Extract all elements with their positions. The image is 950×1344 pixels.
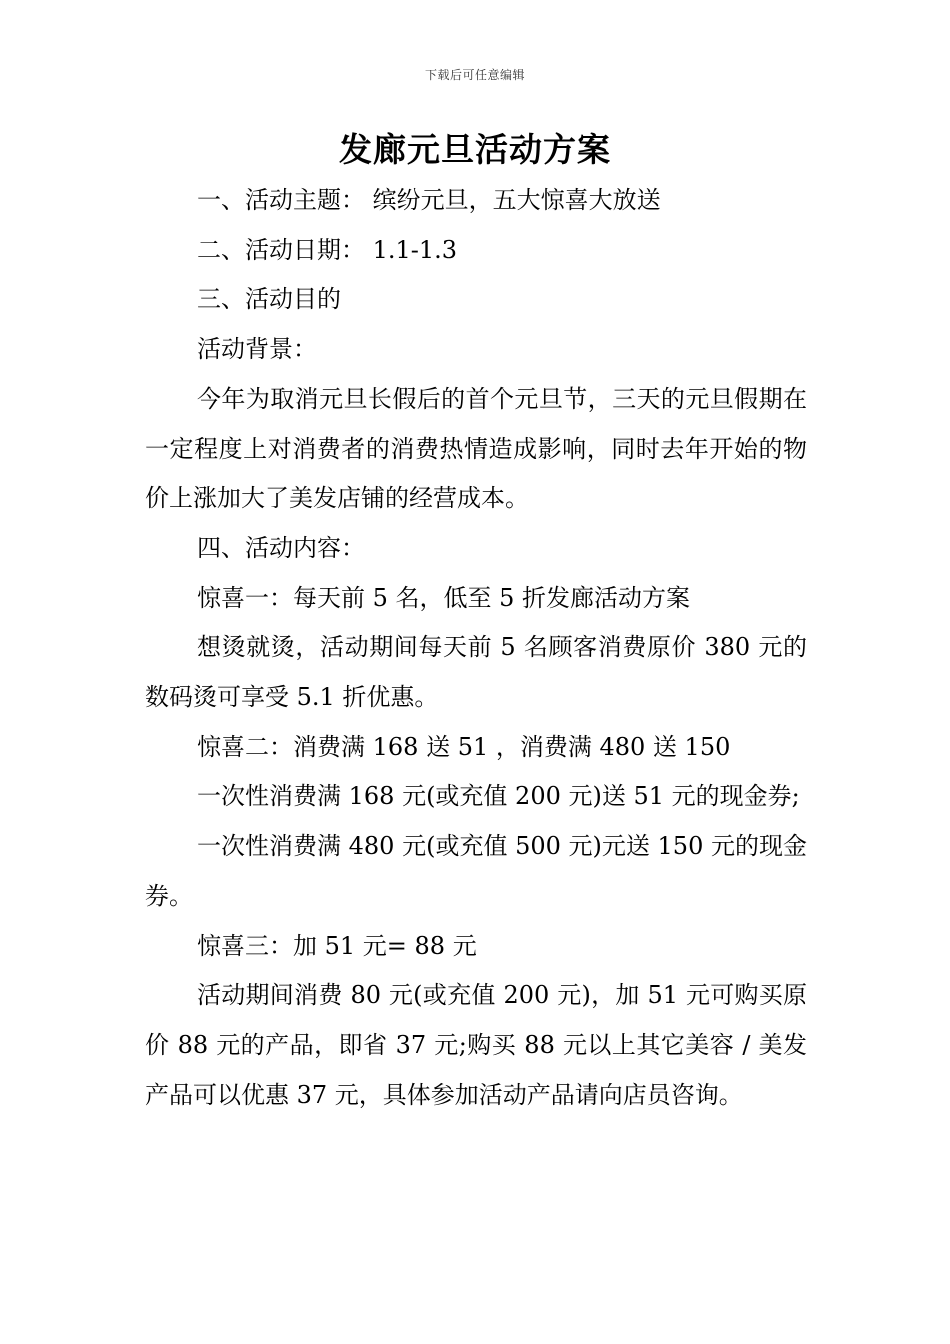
section-date: 二、活动日期： 1.1-1.3 (197, 235, 458, 264)
section-content: 四、活动内容： (197, 533, 365, 562)
surprise-three-heading: 惊喜三：加 51 元= 88 元 (197, 931, 477, 960)
surprise-two-heading: 惊喜二：消费满 168 送 51 ，消费满 480 送 150 (197, 732, 731, 761)
header-note: 下载后可任意编辑 (424, 68, 525, 82)
surprise-two-paragraph-1: 一次性消费满 168 元(或充值 200 元)送 51 元的现金券; (197, 782, 800, 811)
surprise-one-heading: 惊喜一：每天前 5 名，低至 5 折发廊活动方案 (197, 583, 691, 612)
surprise-one-paragraph: 想烫就烫，活动期间每天前 5 名顾客消费原价 380 元的数码烫可享受 5.1 折优惠。 (145, 633, 807, 712)
surprise-two-paragraph-2: 一次性消费满 480 元(或充值 500 元)元送 150 元的现金券。 (145, 832, 807, 910)
document-title: 发廊元旦活动方案 (339, 130, 611, 169)
background-heading: 活动背景： (197, 335, 317, 364)
section-purpose: 三、活动目的 (197, 285, 341, 314)
surprise-three-paragraph: 活动期间消费 80 元(或充值 200 元)，加 51 元可购买原价 88 元的产品，即省 37 元;购买 88 元以上其它美容 / 美发产品可以优惠 37 元，具体参加活动产品请向店员咨询。 (145, 981, 807, 1109)
background-paragraph: 今年为取消元旦长假后的首个元旦节，三天的元旦假期在一定程度上对消费者的消费热情造成影响，同时去年开始的物价上涨加大了美发店铺的经营成本。 (145, 384, 807, 513)
section-theme: 一、活动主题： 缤纷元旦，五大惊喜大放送 (197, 186, 661, 214)
document-body (145, 176, 807, 1120)
